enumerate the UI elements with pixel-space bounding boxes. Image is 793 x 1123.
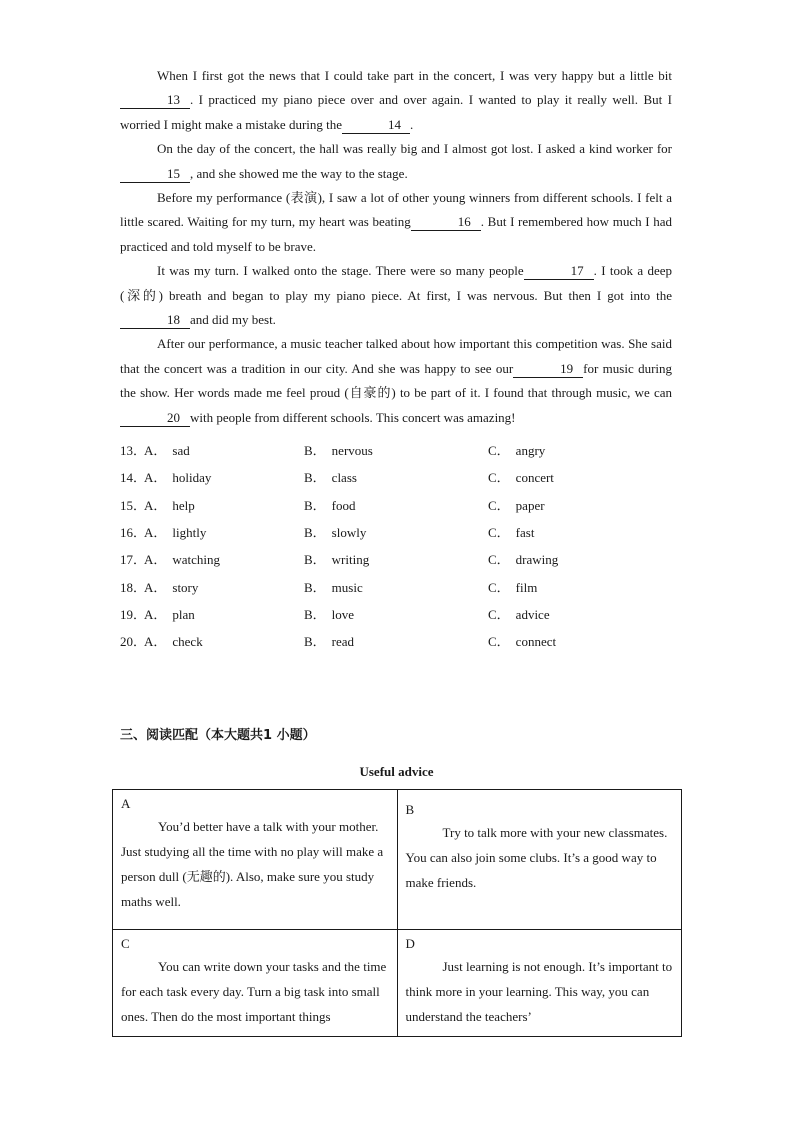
advice-cell-b [397,790,682,930]
option-label: B． [304,443,326,459]
option-label: C． [488,606,510,622]
option-text: connect [515,634,557,650]
option-c[interactable] [488,495,668,514]
option-c[interactable] [488,631,668,650]
option-a[interactable] [144,577,304,596]
option-a[interactable] [144,495,304,514]
option-text: writing [331,552,370,568]
cell-text: Just learning is not enough. It’s important to think more in your learning. This way, you can understand the teachers’ [405,959,673,1024]
option-a[interactable] [144,631,304,650]
option-b[interactable] [304,467,488,486]
text-segment: with people from different schools. This concert was amazing! [190,409,516,425]
cloze-passage [120,64,672,430]
option-row-15 [120,491,680,518]
option-label: A． [144,443,167,459]
option-label: C． [488,579,510,595]
option-a[interactable] [144,522,304,541]
option-text: advice [515,606,550,622]
option-label: B． [304,579,326,595]
option-b[interactable] [304,440,488,459]
paragraph-2 [120,137,672,186]
blank-16: 16 [411,214,481,231]
advice-cell-c [113,930,398,1037]
option-a[interactable] [144,604,304,623]
option-text: nervous [331,443,373,459]
option-label: A． [144,470,167,486]
paragraph-3 [120,186,672,259]
option-text: paper [515,497,545,513]
option-a[interactable] [144,549,304,568]
text-segment: . I took a deep (深的) breath and began to play my piano piece. At first, I was nervous. But then I got into the [120,263,672,303]
option-label: C． [488,552,510,568]
text-segment: When I first got the news that I could take part in the concert, I was very happy but a little bit [157,68,672,83]
option-label: C． [488,497,510,513]
option-a[interactable] [144,467,304,486]
option-b[interactable] [304,522,488,541]
cell-text: Try to talk more with your new classmates. You can also join some clubs. It’s a good way to make friends. [405,825,668,890]
text-segment: Before my performance (表演), I saw a lot of other young winners from different schools. I felt a little scared. Waiting for my turn, my heart was beating [120,190,672,230]
option-a[interactable] [144,440,304,459]
text-segment: . I practiced my piano piece over and over again. I wanted to play it really well. But I worried I might make a mistake during the [120,92,672,132]
option-b[interactable] [304,495,488,514]
option-text: plan [172,606,195,622]
cell-letter: B [405,802,415,817]
text-segment: . [410,116,414,132]
option-row-13 [120,436,680,463]
cell-letter: C [121,936,130,951]
paragraph-4 [120,259,672,332]
option-text: help [172,497,195,513]
option-row-17 [120,545,680,572]
option-label: B． [304,634,326,650]
option-text: slowly [331,525,367,541]
option-text: read [331,634,355,650]
option-label: A． [144,552,167,568]
option-c[interactable] [488,440,668,459]
text-segment: for music during the show. Her words made me feel proud (自豪的) to be part of it. I found that through music, we can [120,360,673,401]
option-text: concert [515,470,554,486]
option-row-16 [120,518,680,545]
question-number: 14． [120,470,147,486]
option-text: story [172,579,199,595]
option-label: C． [488,443,510,459]
advice-cell-d [397,930,682,1037]
option-text: check [172,634,203,650]
option-text: fast [515,525,535,541]
question-number: 15． [120,497,147,513]
option-text: class [331,470,357,486]
cell-text: You can write down your tasks and the time for each task every day. Turn a big task into small ones. Then do the most important things [121,959,387,1024]
question-number: 16． [120,525,147,541]
blank-14: 14 [342,117,410,134]
option-label: C． [488,634,510,650]
question-number: 13． [120,443,147,459]
option-b[interactable] [304,631,488,650]
option-label: B． [304,497,326,513]
table-row [113,790,682,930]
option-text: angry [515,443,546,459]
option-c[interactable] [488,522,668,541]
option-text: lightly [172,525,207,541]
table-title: Useful advice [359,764,434,779]
section-heading: 三、阅读匹配（本大题共1 小题） [120,728,316,743]
option-label: C． [488,525,510,541]
text-segment: On the day of the concert, the hall was really big and I almost got lost. I asked a kind worker for [157,141,672,157]
option-text: drawing [515,552,559,568]
option-row-19 [120,600,680,627]
answer-options [120,436,680,654]
option-row-14 [120,463,680,490]
option-c[interactable] [488,467,668,486]
option-text: sad [172,443,190,459]
blank-18: 18 [120,312,190,329]
question-number: 20． [120,634,147,650]
option-label: C． [488,470,510,486]
option-b[interactable] [304,604,488,623]
paragraph-1 [120,64,672,137]
option-label: B． [304,552,326,568]
option-c[interactable] [488,604,668,623]
option-label: A． [144,525,167,541]
question-number: 18． [120,579,147,595]
cell-text: You’d better have a talk with your mother. Just studying all the time with no play will make a person dull (无趣的). Also, make sure you study maths well. [121,819,384,909]
text-segment: After our performance, a music teacher talked about how important this competition was. She said that the concert was a tradition in our city. And she was happy to see our [120,336,672,376]
option-c[interactable] [488,577,668,596]
option-text: love [331,606,355,622]
option-label: A． [144,606,167,622]
option-text: watching [172,552,221,568]
option-b[interactable] [304,549,488,568]
option-label: B． [304,470,326,486]
cell-letter: A [121,796,131,811]
advice-table [112,789,682,1037]
blank-13: 13 [120,92,190,109]
option-label: A． [144,634,167,650]
text-segment: . But I remembered how much I had practiced and told myself to be brave. [120,214,672,254]
option-row-18 [120,572,680,599]
question-number: 17． [120,552,147,568]
blank-15: 15 [120,166,190,183]
cell-letter: D [405,936,415,951]
text-segment: , and she showed me the way to the stage. [190,165,408,181]
option-text: food [331,497,356,513]
blank-17: 17 [524,263,594,280]
blank-20: 20 [120,410,190,427]
option-b[interactable] [304,577,488,596]
text-segment: It was my turn. I walked onto the stage. There were so many people [157,263,524,279]
option-label: B． [304,525,326,541]
option-c[interactable] [488,549,668,568]
option-label: B． [304,606,326,622]
advice-cell-a [113,790,398,930]
option-text: film [515,579,538,595]
question-number: 19． [120,606,147,622]
option-row-20 [120,627,680,654]
option-label: A． [144,579,167,595]
paragraph-5 [120,332,672,430]
table-row [113,930,682,1037]
option-label: A． [144,497,167,513]
blank-19: 19 [513,361,583,378]
option-text: holiday [172,470,212,486]
text-segment: and did my best. [190,312,276,328]
option-text: music [331,579,363,595]
